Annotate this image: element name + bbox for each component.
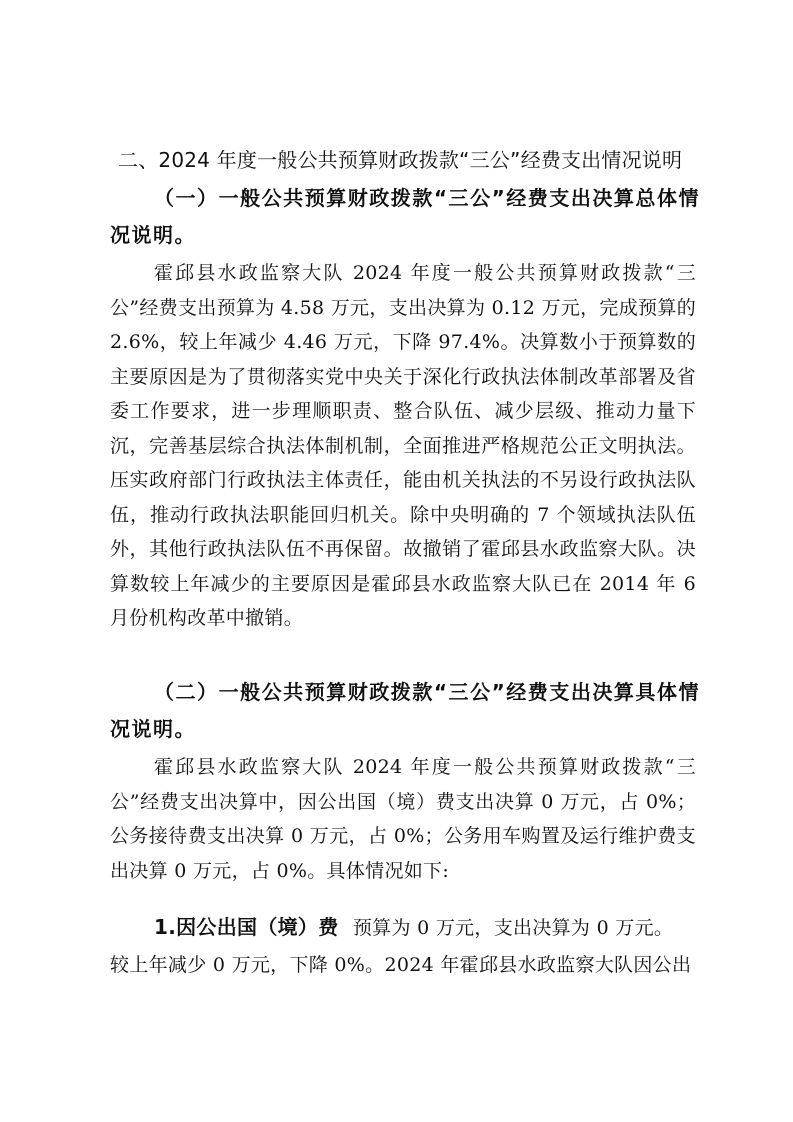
item-line-1: [154, 910, 700, 946]
subsection-title-overall: （一）一般公共预算财政拨款“三公”经费支出决算总体情况说明。: [110, 186, 700, 247]
section-heading: 二、2024 年度一般公共预算财政拨款“三公”经费支出情况说明: [118, 148, 683, 172]
item-text-comparison: 较上年减少 0 万元，下降 0%。2024 年霍邱县水政监察大队因公出: [110, 954, 692, 976]
paragraph-detail-explanation: 霍邱县水政监察大队 2024 年度一般公共预算财政拨款“三公”经费支出决算中，因公出国（境）费支出决算 0 万元，占 0%；公务接待费支出决算 0 万元，占 0%；公务用车购置及运行维护费支出决算 0 万元，占 0%。具体情况如下:: [110, 756, 696, 882]
paragraph-overall-explanation: 霍邱县水政监察大队 2024 年度一般公共预算财政拨款“三公”经费支出预算为 4.58 万元，支出决算为 0.12 万元，完成预算的 2.6%，较上年减少 4.46 万元，下降 97.4%。决算数小于预算数的主要原因是为了贯彻落实党中央关于深化行政执法体制改革部署及省委工作要求，进一步理顺职责、整合队伍、减少层级、推动力量下沉，完善基层综合执法体制机制，全面推进严格规范公正文明执法。压实政府部门行政执法主体责任，能由机关执法的不另设行政执法队伍，推动行政执法职能回归机关。除中央明确的 7 个领域执法队伍外，其他行政执法队伍不再保留。故撤销了霍邱县水政监察大队。决算数较上年减少的主要原因是霍邱县水政监察大队已在 2014 年 6 月份机构改革中撤销。: [110, 262, 696, 629]
item-title-overseas-travel: 1.因公出国（境）费: [154, 915, 339, 939]
subsection-title-detail: （二）一般公共预算财政拨款“三公”经费支出决算具体情况说明。: [110, 680, 700, 741]
item-text-budget: 预算为 0 万元，支出决算为 0 万元。: [352, 917, 674, 939]
